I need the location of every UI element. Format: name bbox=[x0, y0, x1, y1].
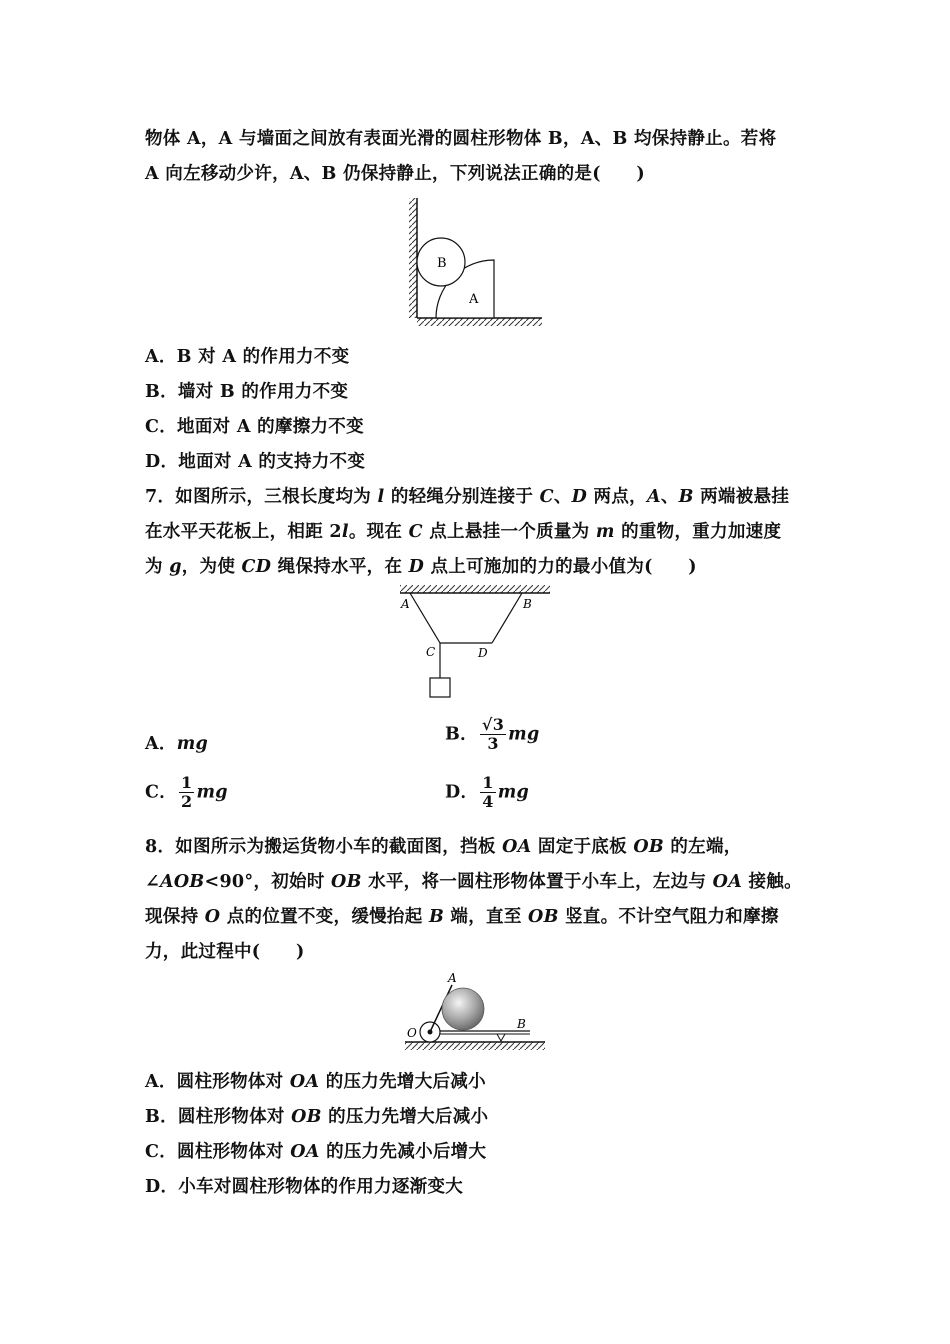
q6-option-c: C．地面对 A 的摩擦力不变 bbox=[145, 417, 364, 437]
q6-stem-line1: 物体 A，A 与墙面之间放有表面光滑的圆柱形物体 B，A、B 均保持静止。若将 bbox=[145, 129, 777, 149]
rope-db bbox=[492, 593, 522, 643]
q8-stem-line4: 力，此过程中( ) bbox=[145, 942, 305, 962]
q6-option-b: B．墙对 B 的作用力不变 bbox=[145, 382, 349, 402]
label-a: A bbox=[448, 971, 457, 985]
q7-stem-line2: 在水平天花板上，相距 2l。现在 C 点上悬挂一个质量为 m 的重物，重力加速度 bbox=[145, 522, 782, 542]
q8-stem-line3: 现保持 O 点的位置不变，缓慢抬起 B 端，直至 OB 竖直。不计空气阻力和摩擦 bbox=[145, 907, 779, 927]
label-a: A bbox=[401, 597, 410, 611]
q6-figure bbox=[400, 195, 550, 330]
ceiling-hatch bbox=[400, 585, 550, 593]
ground-hatch bbox=[405, 1042, 545, 1050]
label-b: B bbox=[437, 256, 447, 271]
q8-option-a: A．圆柱形物体对 OA 的压力先增大后减小 bbox=[145, 1072, 486, 1092]
q7-option-b: B． $\frac{√3}{3}$ mg bbox=[445, 715, 540, 754]
q8-option-d: D．小车对圆柱形物体的作用力逐渐变大 bbox=[145, 1177, 464, 1197]
q7-option-d: D． $\frac{1}{4}$ mg bbox=[445, 773, 530, 812]
fraction: $\frac{√3}{3}$ bbox=[481, 715, 505, 754]
fraction: $\frac{1}{4}$ bbox=[482, 773, 494, 812]
q8-stem-line2: ∠AOB<90°，初始时 OB 水平，将一圆柱形物体置于小车上，左边与 OA 接触。 bbox=[145, 872, 802, 892]
q7-option-a: A．mg bbox=[145, 734, 209, 754]
support bbox=[497, 1034, 505, 1041]
q6-option-d: D．地面对 A 的支持力不变 bbox=[145, 452, 366, 472]
q6-option-a: A．B 对 A 的作用力不变 bbox=[145, 347, 350, 367]
q8-figure bbox=[400, 965, 550, 1055]
q6-stem-line2: A 向左移动少许，A、B 仍保持静止，下列说法正确的是( ) bbox=[145, 164, 645, 184]
label-o: O bbox=[407, 1026, 417, 1040]
cylinder-object bbox=[442, 988, 484, 1030]
label-b: B bbox=[517, 1017, 526, 1031]
q8-option-b: B．圆柱形物体对 OB 的压力先增大后减小 bbox=[145, 1107, 489, 1127]
label-a: A bbox=[469, 292, 479, 307]
q8-stem-line1: 8．如图所示为搬运货物小车的截面图，挡板 OA 固定于底板 OB 的左端， bbox=[145, 837, 742, 857]
q8-option-c: C．圆柱形物体对 OA 的压力先减小后增大 bbox=[145, 1142, 487, 1162]
q7-stem-line3: 为 g，为使 CD 绳保持水平，在 D 点上可施加的力的最小值为( ) bbox=[145, 557, 697, 577]
label-d: D bbox=[478, 646, 488, 660]
q7-option-c: C． $\frac{1}{2}$ mg bbox=[145, 773, 228, 812]
rope-ac bbox=[410, 593, 440, 643]
label-b: B bbox=[523, 597, 532, 611]
q7-stem-line1: 7．如图所示，三根长度均为 l 的轻绳分别连接于 C、D 两点，A、B 两端被悬挂 bbox=[145, 487, 790, 507]
q7-figure bbox=[395, 585, 555, 705]
fraction: $\frac{1}{2}$ bbox=[181, 773, 193, 812]
floor-hatch bbox=[417, 318, 542, 326]
label-c: C bbox=[426, 645, 436, 659]
wall-hatch bbox=[409, 198, 417, 318]
weight-block bbox=[430, 678, 450, 697]
